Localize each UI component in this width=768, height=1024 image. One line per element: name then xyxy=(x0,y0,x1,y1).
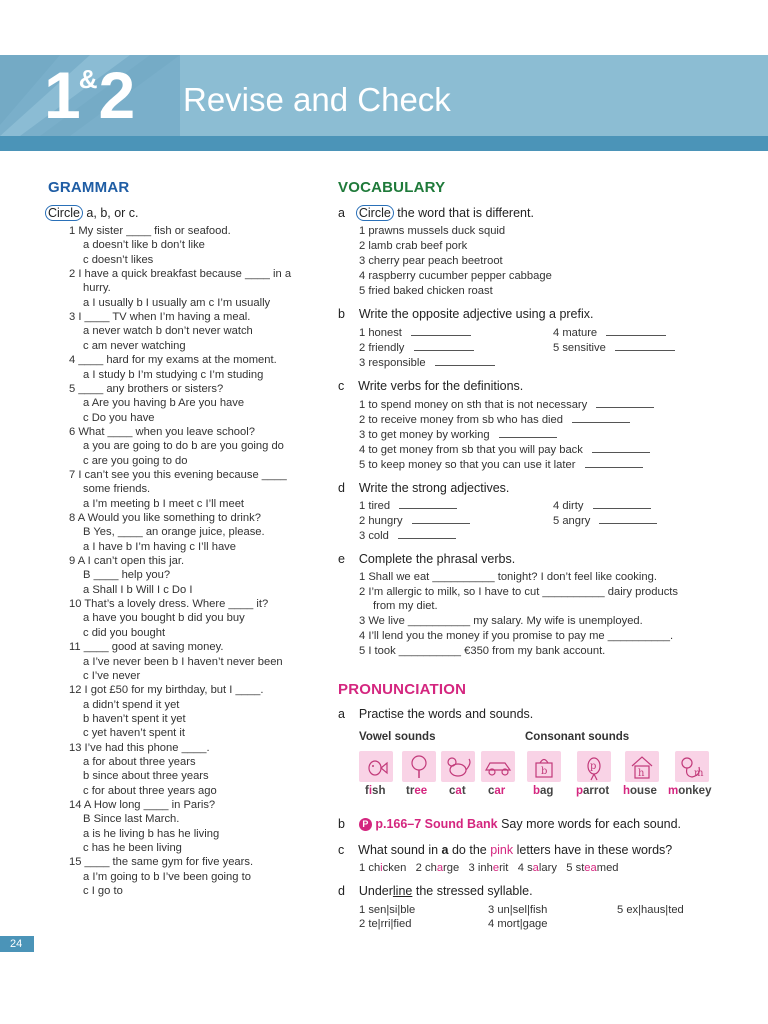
vocab-c-item: 5 to keep money so that you can use it later xyxy=(359,459,643,472)
grammar-question: 13 I’ve had this phone ____. xyxy=(69,741,210,754)
vocab-e-item: 3 We live __________ my salary. My wife is unemployed. xyxy=(359,615,643,627)
sound-word-house: house xyxy=(623,785,657,797)
grammar-heading: GRAMMAR xyxy=(48,179,130,196)
grammar-option: a I usually b I usually am c I’m usually xyxy=(83,296,271,309)
grammar-option: c are you going to do xyxy=(83,454,188,467)
vocab-d-item: 3 cold xyxy=(359,530,456,543)
vocab-b-item: 3 responsible xyxy=(359,357,495,370)
vocab-a-item: 5 fried baked chicken roast xyxy=(359,285,493,297)
sound-word-parrot: parrot xyxy=(576,785,610,797)
grammar-question: 5 ____ any brothers or sisters? xyxy=(69,382,224,395)
grammar-question: 6 What ____ when you leave school? xyxy=(69,425,255,438)
grammar-option: c Do you have xyxy=(83,411,155,424)
grammar-option: c I go to xyxy=(83,885,123,898)
vocab-c-instruction: c Write verbs for the definitions. xyxy=(338,379,524,393)
grammar-option: B ____ help you? xyxy=(83,569,171,582)
grammar-option: a is he living b has he living xyxy=(83,827,220,840)
vocab-b-item: 5 sensitive xyxy=(553,342,675,355)
vocab-e-item: 2 I’m allergic to milk, so I have to cut __________ dairy products xyxy=(359,586,679,598)
grammar-question: 2 I have a quick breakfast because ____ in a xyxy=(69,268,292,281)
grammar-question: 11 ____ good at saving money. xyxy=(69,641,224,654)
grammar-option: a doesn’t like b don’t like xyxy=(83,239,205,252)
grammar-question: 4 ____ hard for my exams at the moment. xyxy=(69,354,277,367)
vocab-e-item: 4 I’ll lend you the money if you promise to pay me __________. xyxy=(359,630,674,642)
banner-stripe xyxy=(0,136,768,151)
monkey-icon xyxy=(675,751,709,782)
sound-word-monkey: monkey xyxy=(668,785,712,797)
pron-c-instruction: c What sound in a do the pink letters have in these words? xyxy=(338,843,673,857)
pron-d-item: 5 ex|haus|ted xyxy=(617,904,684,916)
svg-text:p: p xyxy=(590,761,597,772)
vocab-c-item: 4 to get money from sb that you will pay back xyxy=(359,444,650,457)
grammar-question: 12 I got £50 for my birthday, but I ____. xyxy=(69,684,264,697)
grammar-option: c for about three years ago xyxy=(83,784,217,797)
answer-blank[interactable] xyxy=(411,335,471,336)
parrot-icon xyxy=(577,751,611,782)
grammar-question: 7 I can’t see you this evening because ____ xyxy=(69,468,287,481)
vocab-c-item: 1 to spend money on sth that is not necessary xyxy=(359,399,654,412)
answer-blank[interactable] xyxy=(615,350,675,351)
pron-d-instruction: d Underline the stressed syllable. xyxy=(338,884,533,898)
page-title: Revise and Check xyxy=(183,81,451,118)
sound-word-fish: fish xyxy=(365,785,386,797)
grammar-option: c has he been living xyxy=(83,842,182,855)
grammar-option: a I study b I’m studying c I’m studing xyxy=(83,368,264,381)
grammar-option: a I have b I’m having c I’ll have xyxy=(83,540,236,553)
vocab-d-item: 5 angry xyxy=(553,515,657,528)
page-number: 24 xyxy=(0,936,34,952)
pron-d-item: 1 sen|si|ble xyxy=(359,904,416,916)
grammar-option: c am never watching xyxy=(83,339,186,352)
svg-text:m: m xyxy=(694,768,704,779)
grammar-option: a Shall I b Will I c Do I xyxy=(83,583,193,596)
answer-blank[interactable] xyxy=(414,350,474,351)
answer-blank[interactable] xyxy=(398,538,456,539)
vocab-a-item: 4 raspberry cucumber pepper cabbage xyxy=(359,270,552,282)
grammar-option: a didn’t spend it yet xyxy=(83,698,180,711)
pron-d-item: 3 un|sel|fish xyxy=(488,904,548,916)
grammar-option: B Yes, ____ an orange juice, please. xyxy=(83,526,265,539)
pronunciation-heading: PRONUNCIATION xyxy=(338,681,467,698)
answer-blank[interactable] xyxy=(593,508,651,509)
answer-blank[interactable] xyxy=(435,365,495,366)
answer-blank[interactable] xyxy=(596,407,654,408)
vocab-e-item: from my diet. xyxy=(373,600,438,612)
pron-c-words: 1 chicken 2 charge 3 inherit 4 salary 5 steamed xyxy=(359,862,619,874)
pron-d-item: 2 te|rri|fied xyxy=(359,918,412,930)
answer-blank[interactable] xyxy=(499,437,557,438)
house-icon xyxy=(625,751,659,782)
circle-word: Circle xyxy=(45,205,83,221)
grammar-option: a Are you having b Are you have xyxy=(83,397,245,410)
answer-blank[interactable] xyxy=(592,452,650,453)
grammar-instruction: Circle a, b, or c. xyxy=(48,206,139,220)
grammar-option: c yet haven’t spent it xyxy=(83,727,185,740)
vocab-d-instruction: d Write the strong adjectives. xyxy=(338,481,510,495)
vocab-c-item: 3 to get money by working xyxy=(359,429,557,442)
answer-blank[interactable] xyxy=(572,422,630,423)
pron-a-instruction: a Practise the words and sounds. xyxy=(338,707,534,721)
vocab-a-instruction: a Circle the word that is different. xyxy=(338,206,534,220)
sound-bank-link[interactable]: p.166–7 Sound Bank xyxy=(375,817,498,831)
grammar-question: 8 A Would you like something to drink? xyxy=(69,512,261,524)
grammar-question: 14 A How long ____ in Paris? xyxy=(69,799,216,811)
vocab-b-item: 2 friendly xyxy=(359,342,474,355)
car-icon xyxy=(481,751,515,782)
vowel-sounds-label: Vowel sounds xyxy=(359,731,436,743)
grammar-option: b haven’t spent it yet xyxy=(83,712,186,725)
svg-text:b: b xyxy=(541,766,548,777)
vocab-e-instruction: e Complete the phrasal verbs. xyxy=(338,552,516,566)
grammar-option: b since about three years xyxy=(83,770,209,783)
vocab-b-instruction: b Write the opposite adjective using a prefix. xyxy=(338,307,594,321)
grammar-option: B Since last March. xyxy=(83,813,180,826)
circle-word: Circle xyxy=(356,205,394,221)
grammar-option: c doesn’t likes xyxy=(83,253,154,266)
grammar-option: a I’m going to b I’ve been going to xyxy=(83,870,251,883)
grammar-question: 9 A I can’t open this jar. xyxy=(69,555,185,568)
sound-word-bag: bag xyxy=(533,785,554,797)
vocabulary-heading: VOCABULARY xyxy=(338,179,446,196)
grammar-option: a you are going to do b are you going do xyxy=(83,440,284,453)
answer-blank[interactable] xyxy=(585,467,643,468)
grammar-question: 1 My sister ____ fish or seafood. xyxy=(69,225,231,237)
svg-text:h: h xyxy=(638,768,645,779)
grammar-option: some friends. xyxy=(83,483,151,496)
answer-blank[interactable] xyxy=(412,523,470,524)
grammar-option: a never watch b don’t never watch xyxy=(83,325,253,338)
sound-word-cat: cat xyxy=(449,785,466,797)
vocab-d-item: 4 dirty xyxy=(553,500,651,513)
grammar-option: a for about three years xyxy=(83,755,196,768)
vocab-d-item: 1 tired xyxy=(359,500,457,513)
answer-blank[interactable] xyxy=(599,523,657,524)
vocab-e-item: 5 I took __________ €350 from my bank account. xyxy=(359,645,606,657)
fish-icon xyxy=(359,751,393,782)
grammar-option: c did you bought xyxy=(83,626,166,639)
answer-blank[interactable] xyxy=(606,335,666,336)
grammar-option: a I’m meeting b I meet c I’ll meet xyxy=(83,497,245,510)
bag-icon xyxy=(527,751,561,782)
vocab-c-item: 2 to receive money from sb who has died xyxy=(359,414,630,427)
vocab-b-item: 1 honest xyxy=(359,327,471,340)
unit-number: 1&2 xyxy=(44,58,133,132)
grammar-option: a I’ve never been b I haven’t never been xyxy=(83,655,283,668)
grammar-question: 3 I ____ TV when I’m having a meal. xyxy=(69,311,251,324)
vocab-b-item: 4 mature xyxy=(553,327,666,340)
sound-word-tree: tree xyxy=(406,785,428,797)
tree-icon xyxy=(402,751,436,782)
grammar-option: a have you bought b did you buy xyxy=(83,612,245,625)
pron-b-instruction: b P p.166–7 Sound Bank Say more words for each sound. xyxy=(338,817,682,831)
sound-bank-badge-icon: P xyxy=(359,818,372,831)
sound-word-car: car xyxy=(488,785,506,797)
vocab-d-item: 2 hungry xyxy=(359,515,470,528)
vocab-a-item: 2 lamb crab beef pork xyxy=(359,240,468,252)
grammar-option: hurry. xyxy=(83,282,111,295)
vocab-e-item: 1 Shall we eat __________ tonight? I don’t feel like cooking. xyxy=(359,571,657,583)
vocab-a-item: 1 prawns mussels duck squid xyxy=(359,225,506,237)
grammar-question: 10 That’s a lovely dress. Where ____ it? xyxy=(69,598,269,611)
vocab-a-item: 3 cherry pear peach beetroot xyxy=(359,255,503,267)
cat-icon xyxy=(441,751,475,782)
grammar-question: 15 ____ the same gym for five years. xyxy=(69,856,254,869)
pron-d-item: 4 mort|gage xyxy=(488,918,548,930)
grammar-option: c I’ve never xyxy=(83,669,141,682)
consonant-sounds-label: Consonant sounds xyxy=(525,731,630,743)
answer-blank[interactable] xyxy=(399,508,457,509)
